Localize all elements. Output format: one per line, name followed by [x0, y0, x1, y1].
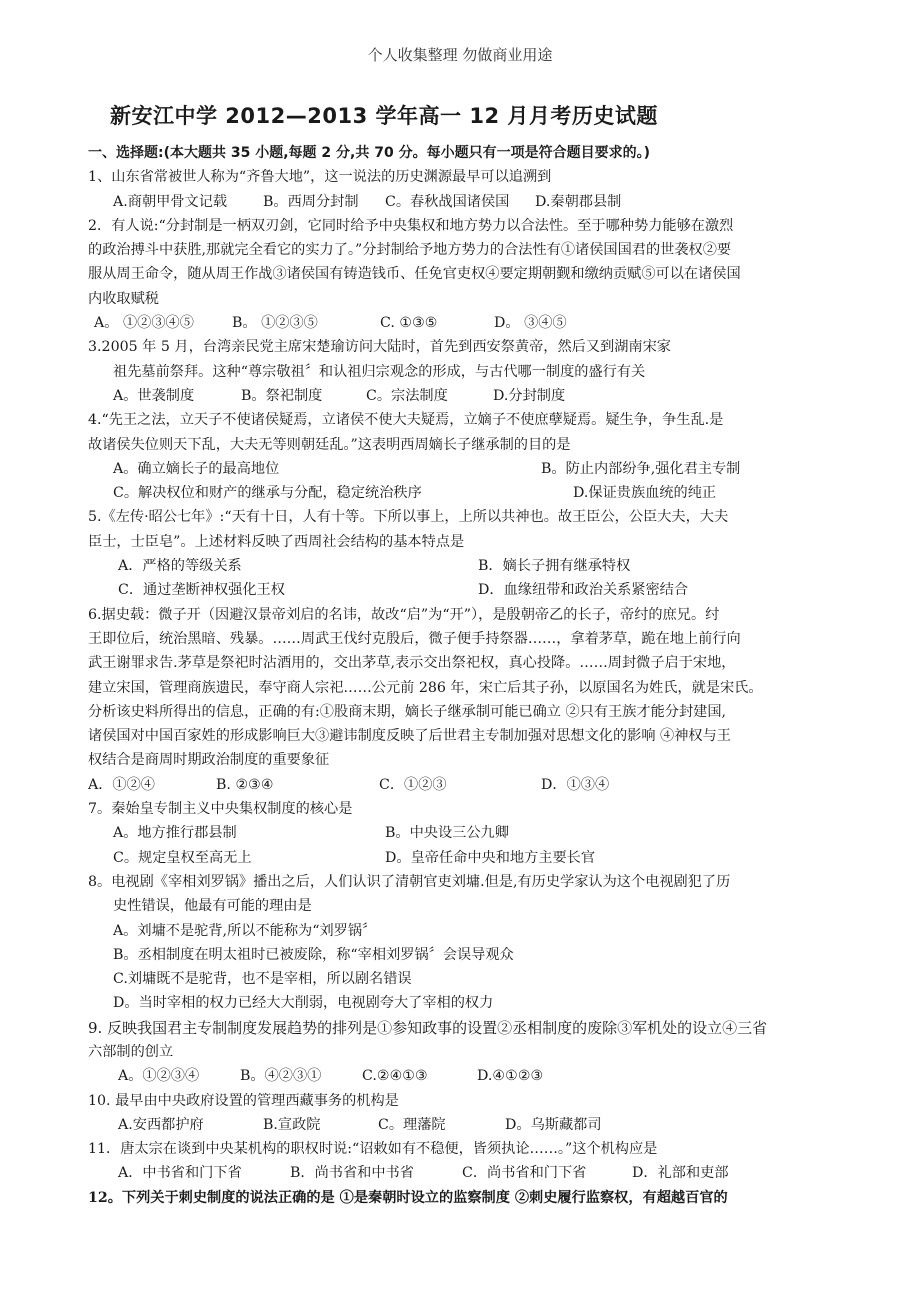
question-9-line: 9. 反映我国君主专制制度发展趋势的排列是①参知政事的设置②丞相制度的废除③军机处的设立④三省	[88, 1018, 768, 1037]
option-c[interactable]: C．尚书省和门下省	[462, 1165, 587, 1182]
option-d[interactable]: D.④①②③	[477, 1068, 544, 1085]
question-5-options	[88, 554, 840, 578]
question-4-line: 4.“先王之法，立天子不使诸侯疑焉，立诸侯不使大夫疑焉，立嫡子不使庶孽疑焉。疑生争，争生乱.是	[88, 412, 724, 429]
question-10-options	[88, 1113, 840, 1137]
option-c[interactable]: C。解决权位和财产的继承与分配，稳定统治秩序	[113, 485, 422, 502]
option-c[interactable]: C.②④①③	[362, 1068, 428, 1085]
option-b[interactable]: B．嫡长子拥有继承特权	[478, 558, 631, 575]
question-5-line: 5.《左传·昭公七年》:“天有十日，人有十等。下所以事上，上所以共神也。故王臣公，公臣大夫，大夫	[88, 509, 729, 526]
option-c[interactable]: C。规定皇权至高无上	[113, 849, 252, 866]
question-5-line: 臣士，士臣皂”。上述材料反映了西周社会结构的基本特点是	[88, 533, 465, 550]
question-6-line: 权结合是商周时期政治制度的重要象征	[88, 752, 330, 769]
question-3-options	[88, 384, 840, 408]
option-b[interactable]: B. ②③④	[216, 776, 274, 793]
option-c[interactable]: C.刘墉既不是驼背，也不是宰相，所以剧名错误	[113, 971, 412, 988]
option-b[interactable]: B.宣政院	[263, 1116, 321, 1133]
question-4-options	[88, 457, 840, 481]
section-heading: 一、选择题:(本大题共 35 小题,每题 2 分,共 70 分。每小题只有一项是符合题目要求的。)	[88, 145, 650, 161]
question-2-line: 的政治搏斗中获胜,那就完全看它的实力了。”分封制给予地方势力的合法性有①诸侯国国君的世袭权②要	[88, 242, 732, 259]
question-7-options	[88, 821, 840, 845]
exam-title: 新安江中学 2012—2013 学年高一 12 月月考历史试题	[110, 104, 658, 128]
question-6-line: 诸侯国对中国百家姓的形成影响巨大③避讳制度反映了后世君主专制加强对思想文化的影响 ④神权与王	[88, 728, 731, 745]
question-1-options	[88, 190, 840, 214]
option-c[interactable]: C。宗法制度	[366, 387, 448, 404]
question-1-stem: 1、山东省常被世人称为“齐鲁大地”，这一说法的历史渊源最早可以追溯到	[88, 169, 552, 186]
question-9-line: 六部制的创立	[88, 1043, 174, 1060]
option-a[interactable]: A．中书省和门下省	[118, 1165, 242, 1182]
question-6-options	[88, 773, 840, 797]
option-c[interactable]: C. ①③⑤	[380, 315, 438, 332]
question-5-options	[88, 578, 840, 602]
question-11-stem: 11．唐太宗在谈到中央某机构的职权时说:“诏敕如有不稳便，皆须执论……。”这个机构应是	[88, 1141, 658, 1158]
option-b[interactable]: B．尚书省和中书省	[290, 1165, 414, 1182]
question-7-options	[88, 846, 840, 870]
option-d[interactable]: D。 ③④⑤	[494, 315, 567, 332]
question-10-stem: 10. 最早由中央政府设置的管理西藏事务的机构是	[88, 1092, 399, 1109]
option-b[interactable]: B。中央设三公九卿	[385, 825, 509, 842]
option-d[interactable]: D．血缘纽带和政治关系紧密结合	[478, 582, 689, 599]
question-2-line: 2．有人说:“分封制是一柄双刃剑，它同时给予中央集权和地方势力以合法性。至于哪种势力能够在激烈	[88, 217, 734, 234]
exam-content	[88, 141, 840, 1210]
option-a[interactable]: A。 ①②③④⑤	[94, 315, 194, 332]
option-a[interactable]: A。①②③④	[118, 1068, 200, 1085]
question-7-stem: 7。秦始皇专制主义中央集权制度的核心是	[88, 801, 353, 818]
question-2-line: 内收取赋税	[88, 290, 159, 307]
question-6-line: 建立宋国，管理商族遗民，奉守商人宗祀……公元前 286 年，宋亡后其子孙，以原国名为姓氏，就是宋氏。	[88, 679, 763, 696]
option-d[interactable]: D.分封制度	[493, 387, 566, 404]
question-6-line: 分析该史料所得出的信息，正确的有:①股商末期，嫡长子继承制可能已确立 ②只有王族才能分封建国,	[88, 703, 727, 720]
option-a[interactable]: A。地方推行郡县制	[113, 825, 237, 842]
header-note: 个人收集整理 勿做商业用途	[367, 46, 553, 64]
option-d[interactable]: D.保证贵族血统的纯正	[573, 485, 717, 502]
option-a[interactable]: A．①②④	[88, 776, 155, 793]
question-8-line: 史性错误，他最有可能的理由是	[113, 898, 312, 915]
question-6-line: 6.据史载：微子开（因避汉景帝刘启的名讳，故改“启”为“开”），是殷朝帝乙的长子，帝纣的庶兄。纣	[88, 606, 720, 623]
question-8-line: 8。电视剧《宰相刘罗锅》播出之后，人们认识了清朝官吏刘墉.但是,有历史学家认为这个电视剧犯了历	[88, 873, 731, 890]
option-b[interactable]: B。④②③①	[240, 1068, 322, 1085]
option-d[interactable]: D。皇帝任命中央和地方主要长官	[385, 849, 596, 866]
option-a[interactable]: A．严格的等级关系	[118, 558, 242, 575]
question-6-line: 武王谢罪求告.茅草是祭祀时沾酒用的，交出茅草,表示交出祭祀权，真心投降。……周封微子启于宋地，	[88, 655, 736, 672]
option-b[interactable]: B。祭祀制度	[241, 387, 323, 404]
option-c[interactable]: C。春秋战国诸侯国	[385, 193, 510, 210]
question-2-line: 服从周王命令，随从周王作战③诸侯国有铸造钱币、任免官吏权④要定期朝觐和缴纳贡赋⑤可以在诸侯国	[88, 266, 741, 283]
option-b[interactable]: B。 ①②③⑤	[232, 315, 318, 332]
question-4-line: 故诸侯失位则天下乱，大夫无等则朝廷乱。”这表明西周嫡长子继承制的目的是	[88, 436, 571, 453]
question-3-line: 祖先墓前祭拜。这种“尊宗敬祖〞和认祖归宗观念的形成，与古代哪一制度的盛行有关	[113, 363, 646, 380]
option-a[interactable]: A。刘墉不是驼背,所以不能称为“刘罗锅〞	[113, 922, 377, 939]
option-b[interactable]: B。防止内部纷争,强化君主专制	[541, 460, 741, 477]
question-6-line: 王即位后，统治黑暗、残暴。……周武王伐纣克殷后，微子便手持祭器……，拿着茅草，跪在地上前行向	[88, 630, 741, 647]
option-d[interactable]: D。当时宰相的权力已经大大削弱，电视剧夸大了宰相的权力	[113, 995, 494, 1012]
option-c[interactable]: C。理藩院	[378, 1116, 446, 1133]
option-b[interactable]: B。西周分封制	[263, 193, 359, 210]
question-2-options	[88, 311, 840, 335]
question-12-stem: 12。下列关于刺史制度的说法正确的是 ①是秦朝时设立的监察制度 ②刺史履行监察权，有超越百官的	[88, 1189, 728, 1206]
question-11-options	[88, 1161, 840, 1185]
option-b[interactable]: B。丞相制度在明太祖时已被废除，称“宰相刘罗锅〞会误导观众	[113, 946, 514, 963]
option-a[interactable]: A.商朝甲骨文记载	[113, 193, 228, 210]
question-4-options	[88, 481, 840, 505]
option-d[interactable]: D．①③④	[541, 776, 610, 793]
option-d[interactable]: D．礼部和吏部	[632, 1165, 729, 1182]
option-c[interactable]: C．①②③	[379, 776, 447, 793]
option-a[interactable]: A。世袭制度	[113, 387, 195, 404]
option-d[interactable]: D.秦朝郡县制	[535, 193, 622, 210]
option-c[interactable]: C．通过垄断神权强化王权	[118, 582, 285, 599]
option-d[interactable]: D。乌斯藏都司	[505, 1116, 602, 1133]
option-a[interactable]: A。确立嫡长子的最高地位	[113, 460, 280, 477]
question-3-line: 3.2005 年 5 月，台湾亲民党主席宋楚瑜访问大陆时，首先到西安祭黄帝，然后又到湖南宋家	[88, 339, 671, 356]
question-9-options	[88, 1064, 840, 1088]
option-a[interactable]: A.安西都护府	[118, 1116, 204, 1133]
